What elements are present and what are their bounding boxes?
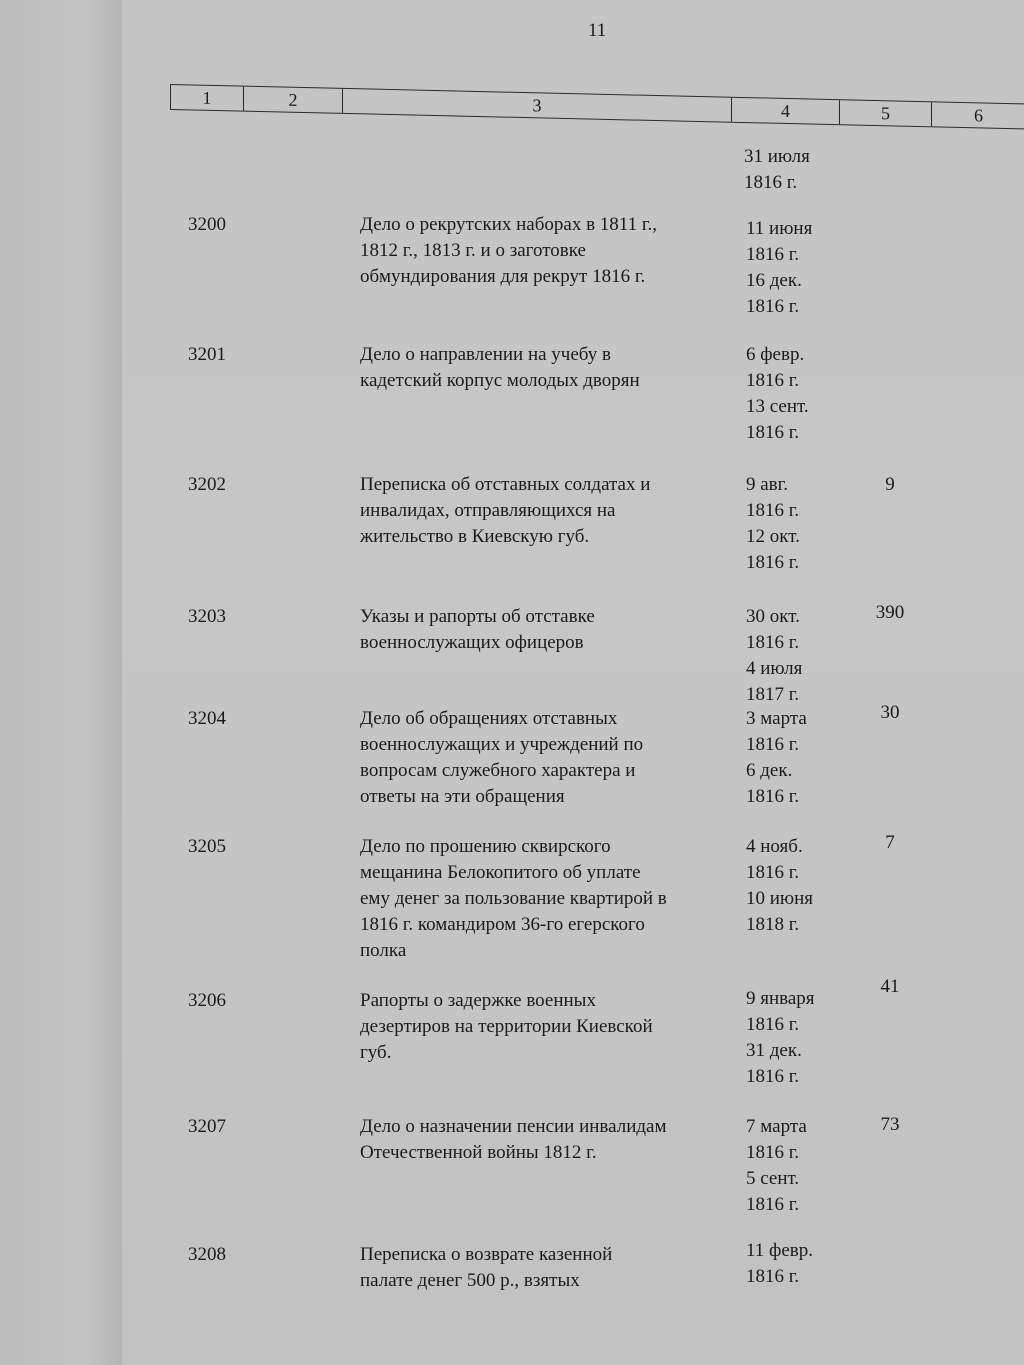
description-line: Указы и рапорты об отставке — [360, 606, 595, 627]
description-line: инвалидах, отправляющихся на — [360, 500, 616, 521]
date-line: 1816 г. — [746, 500, 800, 521]
sheet-count: 9 — [885, 474, 895, 495]
sheet-count: 390 — [875, 602, 905, 623]
file-dates — [746, 1238, 813, 1290]
file-description — [360, 988, 730, 1066]
underlying-page-edge — [0, 0, 122, 1365]
column-header-6: 6 — [974, 104, 983, 125]
date-line: 1816 г. — [746, 1194, 800, 1215]
file-number: 3207 — [188, 1116, 226, 1137]
date-line: 6 февр. — [746, 344, 805, 365]
description-line: жительство в Киевскую губ. — [360, 526, 590, 547]
date-line: 3 марта — [746, 708, 807, 729]
continued-entry-dates — [744, 144, 810, 196]
date-line: 4 июля — [746, 658, 803, 679]
description-line: кадетский корпус молодых дворян — [360, 370, 640, 391]
description-line: Дело об обращениях отставных — [360, 708, 618, 729]
date-line: 1816 г. — [746, 422, 800, 443]
description-line: Дело о рекрутских наборах в 1811 г., — [360, 214, 658, 235]
date-line: 30 окт. — [746, 606, 800, 627]
date-line: 1816 г. — [746, 370, 800, 391]
date-line: 12 окт. — [746, 526, 800, 547]
description-line: Переписка об отставных солдатах и — [360, 474, 651, 495]
description-line: военнослужащих офицеров — [360, 632, 584, 653]
description-line: Отечественной войны 1812 г. — [360, 1142, 597, 1163]
file-description — [360, 1242, 730, 1294]
description-line: ответы на эти обращения — [360, 786, 565, 807]
file-description — [360, 834, 730, 964]
date-line: 1816 г. — [744, 172, 798, 193]
file-number: 3200 — [188, 214, 226, 235]
file-dates — [746, 472, 800, 576]
file-dates — [746, 986, 815, 1090]
column-header-1: 1 — [171, 85, 244, 111]
date-line: 9 января — [746, 988, 815, 1009]
date-line: 1816 г. — [746, 552, 800, 573]
column-header-5: 5 — [840, 100, 932, 126]
file-dates — [746, 1114, 807, 1218]
file-dates — [746, 216, 812, 320]
sheet-count: 73 — [880, 1114, 900, 1135]
description-line: полка — [360, 940, 407, 961]
description-line: 1816 г. командиром 36-го егерского — [360, 914, 645, 935]
file-dates — [746, 342, 809, 446]
column-header-3: 3 — [343, 89, 732, 122]
description-line: губ. — [360, 1042, 392, 1063]
date-line: 1816 г. — [746, 244, 800, 265]
file-description — [360, 472, 730, 550]
file-number: 3206 — [188, 990, 226, 1011]
file-description — [360, 212, 730, 290]
date-line: 1816 г. — [746, 296, 800, 317]
date-line: 13 сент. — [746, 396, 809, 417]
description-line: ему денег за пользование квартирой в — [360, 888, 667, 909]
file-description — [360, 706, 730, 810]
description-line: Дело по прошению сквирского — [360, 836, 611, 857]
sheet-count: 30 — [880, 702, 900, 723]
file-dates — [746, 706, 807, 810]
description-line: 1812 г., 1813 г. и о заготовке — [360, 240, 586, 261]
description-line: вопросам служебного характера и — [360, 760, 636, 781]
date-line: 1816 г. — [746, 786, 800, 807]
description-line: мещанина Белокопитого об уплате — [360, 862, 641, 883]
description-line: дезертиров на территории Киевской — [360, 1016, 653, 1037]
date-line: 1818 г. — [746, 914, 800, 935]
date-line: 1816 г. — [746, 1066, 800, 1087]
description-line: Дело о направлении на учебу в — [360, 344, 611, 365]
date-line: 1816 г. — [746, 632, 800, 653]
description-line: военнослужащих и учреждений по — [360, 734, 644, 755]
date-line: 1816 г. — [746, 734, 800, 755]
file-number: 3204 — [188, 708, 226, 729]
date-line: 4 нояб. — [746, 836, 803, 857]
file-number: 3202 — [188, 474, 226, 495]
date-line: 31 дек. — [746, 1040, 802, 1061]
description-line: Переписка о возврате казенной — [360, 1244, 613, 1265]
date-line: 1816 г. — [746, 1014, 800, 1035]
page-number: 11 — [588, 20, 607, 41]
file-number: 3205 — [188, 836, 226, 857]
description-line: обмундирования для рекрут 1816 г. — [360, 266, 646, 287]
file-number: 3203 — [188, 606, 226, 627]
file-description — [360, 604, 730, 656]
date-line: 31 июля — [744, 146, 810, 167]
file-dates — [746, 834, 813, 938]
description-line: палате денег 500 р., взятых — [360, 1270, 580, 1291]
date-line: 1816 г. — [746, 862, 800, 883]
date-line: 9 авг. — [746, 474, 789, 495]
column-header-2: 2 — [244, 87, 343, 113]
date-line: 6 дек. — [746, 760, 793, 781]
date-line: 7 марта — [746, 1116, 807, 1137]
file-dates — [746, 604, 802, 708]
file-description — [360, 1114, 730, 1166]
description-line: Дело о назначении пенсии инвалидам — [360, 1116, 667, 1137]
date-line: 1816 г. — [746, 1266, 800, 1287]
description-line: Рапорты о задержке военных — [360, 990, 596, 1011]
sheet-count: 41 — [880, 976, 900, 997]
sheet-count: 7 — [885, 832, 895, 853]
date-line: 10 июня — [746, 888, 814, 909]
date-line: 11 июня — [746, 218, 813, 239]
file-number: 3201 — [188, 344, 226, 365]
date-line: 16 дек. — [746, 270, 802, 291]
date-line: 11 февр. — [746, 1240, 814, 1261]
date-line: 5 сент. — [746, 1168, 800, 1189]
column-header-4: 4 — [732, 98, 840, 124]
date-line: 1817 г. — [746, 684, 800, 705]
file-number: 3208 — [188, 1244, 226, 1265]
file-description — [360, 342, 730, 394]
date-line: 1816 г. — [746, 1142, 800, 1163]
